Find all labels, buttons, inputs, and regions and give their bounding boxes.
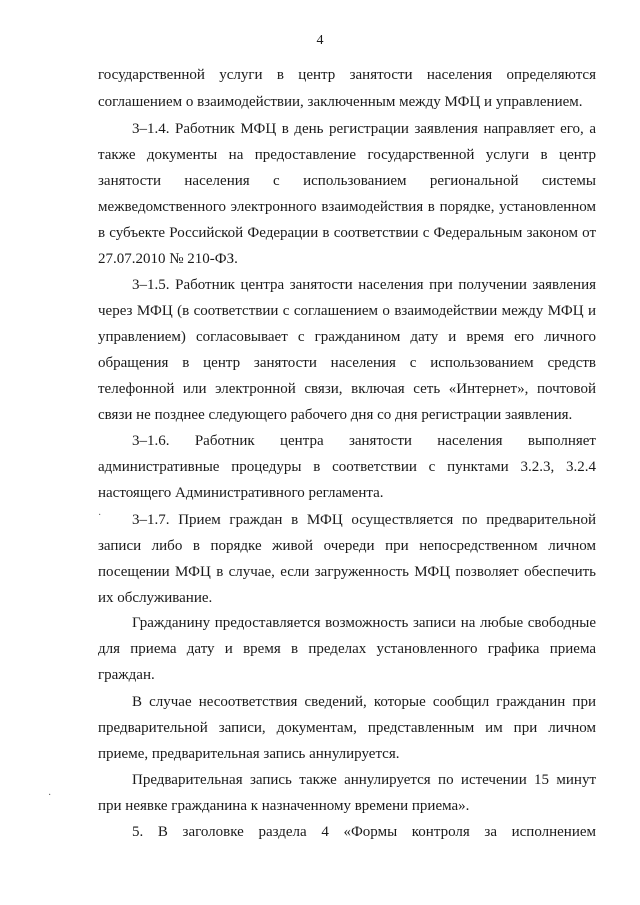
page-number: 4 xyxy=(316,33,324,48)
text-line: через МФЦ (в соответствии с соглашением о взаимодействии между МФЦ и xyxy=(98,303,596,319)
text-line: приеме, предварительная запись аннулируется. xyxy=(98,746,400,762)
text-line: 27.07.2010 № 210-ФЗ. xyxy=(98,251,238,267)
text-line: занятости населения с использованием региональной системы xyxy=(98,173,596,189)
text-line: связи не позднее следующего рабочего дня со дня регистрации заявления. xyxy=(98,407,573,423)
text-line: обращения в центр занятости населения с использованием средств xyxy=(98,355,596,371)
scan-speck: · xyxy=(98,510,102,521)
text-line: также документы на предоставление государственной услуги в центр xyxy=(98,147,596,163)
text-line: для приема дату и время в пределах установленного графика приема xyxy=(98,641,596,657)
text-line: В случае несоответствия сведений, которые сообщил гражданин при xyxy=(132,694,596,710)
text-line: 5. В заголовке раздела 4 «Формы контроля за исполнением xyxy=(132,824,596,840)
scan-speck: · xyxy=(48,790,52,801)
text-line: настоящего Административного регламента. xyxy=(98,485,384,501)
text-line: граждан. xyxy=(98,667,155,683)
text-line: Предварительная запись также аннулируется по истечении 15 минут xyxy=(132,772,596,788)
text-line: предварительной записи, документам, представленным им при личном xyxy=(98,720,596,736)
text-line: записи либо в порядке живой очереди при непосредственном личном xyxy=(98,538,596,554)
text-line: в субъекте Российской Федерации в соответствии с Федеральным законом от xyxy=(98,225,596,241)
text-line: соглашением о взаимодействии, заключенным между МФЦ и управлением. xyxy=(98,94,583,110)
text-line: управлением) согласовывает с гражданином дату и время его личного xyxy=(98,329,596,345)
text-line: их обслуживание. xyxy=(98,590,213,606)
text-line: межведомственного электронного взаимодействия в порядке, установленном xyxy=(98,199,596,215)
text-line: административные процедуры в соответствии с пунктами 3.2.3, 3.2.4 xyxy=(98,459,596,475)
text-line: телефонной или электронной связи, включая сеть «Интернет», почтовой xyxy=(98,381,596,397)
text-line: 3–1.6. Работник центра занятости населения выполняет xyxy=(132,433,596,449)
text-line: 3–1.5. Работник центра занятости населения при получении заявления xyxy=(132,277,596,293)
text-line: 3–1.7. Прием граждан в МФЦ осуществляется по предварительной xyxy=(132,512,596,528)
text-line: при неявке гражданина к назначенному времени приема». xyxy=(98,798,470,814)
text-line: Гражданину предоставляется возможность записи на любые свободные xyxy=(132,615,596,631)
text-line: 3–1.4. Работник МФЦ в день регистрации заявления направляет его, а xyxy=(132,121,596,137)
text-line: государственной услуги в центр занятости населения определяются xyxy=(98,67,596,83)
text-line: посещении МФЦ в случае, если загруженность МФЦ позволяет обеспечить xyxy=(98,564,596,580)
